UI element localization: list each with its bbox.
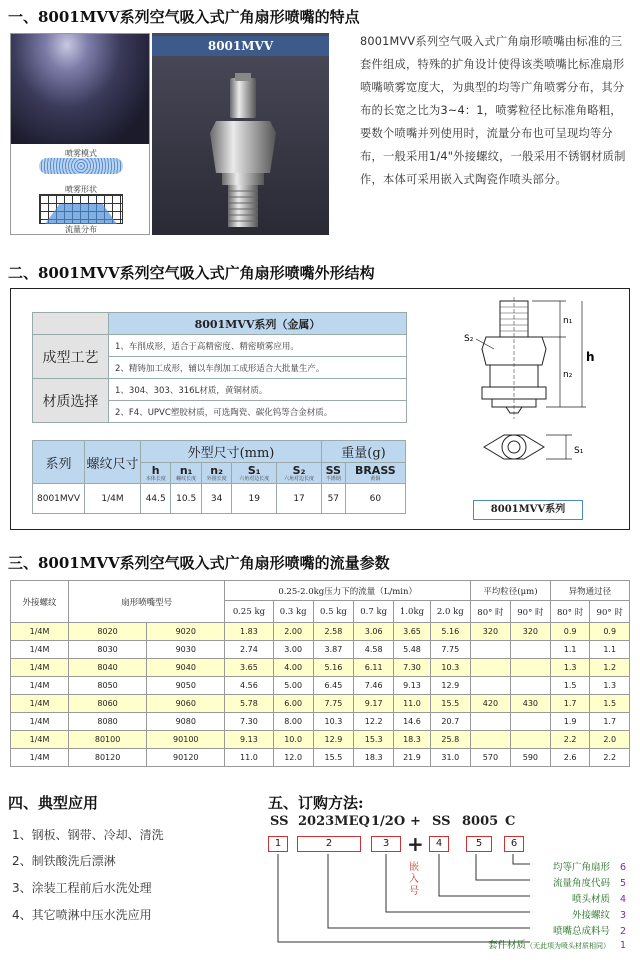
material-line-2: 2、F4、UPVC塑胶材质，可选陶瓷、碳化钨等合金材质。 bbox=[109, 401, 407, 423]
sub-ss: SS 不锈钢 bbox=[321, 463, 345, 484]
code-part-1: SS bbox=[270, 814, 289, 829]
section5-title: 五、订购方法: bbox=[268, 794, 364, 812]
sub-s1: S₁ 六角对边长度 bbox=[232, 463, 277, 484]
flow-cell: 2.6 bbox=[550, 749, 590, 767]
flow-cell: 10.3 bbox=[313, 713, 353, 731]
sub-h: h 本体长度 bbox=[141, 463, 171, 484]
flow-cell bbox=[510, 713, 550, 731]
flow-cell: 12.2 bbox=[354, 713, 394, 731]
flow-cell: 31.0 bbox=[430, 749, 470, 767]
col-pressure: 1.0kg bbox=[394, 601, 430, 623]
flow-cell: 18.3 bbox=[394, 731, 430, 749]
flow-cell: 1.5 bbox=[550, 677, 590, 695]
col-angle: 90° 时 bbox=[590, 601, 630, 623]
dims-cell: 19 bbox=[232, 484, 277, 514]
material-table-header: 8001MVV系列（金属） bbox=[109, 313, 407, 335]
flow-cell: 25.8 bbox=[430, 731, 470, 749]
spray-pattern-photo bbox=[10, 33, 150, 235]
legend-item-5: 流量角度代码 5 bbox=[552, 878, 626, 889]
flow-cell bbox=[510, 677, 550, 695]
flow-cell: 7.75 bbox=[313, 695, 353, 713]
legend-item-6: 均等广角扇形 6 bbox=[552, 862, 626, 873]
flow-cell bbox=[510, 731, 550, 749]
flow-cell: 5.16 bbox=[313, 659, 353, 677]
col-thread: 螺纹尺寸 bbox=[85, 441, 141, 484]
flow-cell: 6.11 bbox=[354, 659, 394, 677]
flow-cell: 1/4M bbox=[11, 695, 69, 713]
flow-cell: 6.45 bbox=[313, 677, 353, 695]
flow-cell: 1.1 bbox=[550, 641, 590, 659]
flow-cell: 9.13 bbox=[394, 677, 430, 695]
col-angle: 80° 时 bbox=[470, 601, 510, 623]
drawing-caption: 8001MVV系列 bbox=[473, 500, 583, 520]
flow-cell: 1/4M bbox=[11, 749, 69, 767]
col-pressure: 0.3 kg bbox=[273, 601, 313, 623]
flow-cell bbox=[470, 731, 510, 749]
flow-cell: 8.00 bbox=[273, 713, 313, 731]
order-box-3: 3 bbox=[371, 836, 401, 852]
flow-cell: 8040 bbox=[69, 659, 147, 677]
sub-n1: n₁ 螺纹长度 bbox=[171, 463, 201, 484]
label-n2: n₂ bbox=[563, 370, 573, 380]
sub-brass: BRASS 黄铜 bbox=[345, 463, 405, 484]
dims-cell: 60 bbox=[345, 484, 405, 514]
flow-cell: 0.9 bbox=[550, 623, 590, 641]
caption-flow-distribution: 流量分布 bbox=[65, 225, 97, 234]
flow-cell: 1/4M bbox=[11, 713, 69, 731]
dims-cell: 34 bbox=[201, 484, 231, 514]
insert-label: 嵌入号 bbox=[409, 862, 419, 897]
application-item: 1、钢板、钢带、冷却、清洗 bbox=[12, 828, 164, 842]
flow-cell: 1.2 bbox=[590, 659, 630, 677]
flow-cell: 12.0 bbox=[273, 749, 313, 767]
dims-cell: 1/4M bbox=[85, 484, 141, 514]
caption-spray-pattern: 喷雾模式 bbox=[65, 149, 97, 158]
material-line-1: 1、304、303、316L材质，黄铜材质。 bbox=[109, 379, 407, 401]
nozzle-photo bbox=[152, 33, 329, 235]
flow-cell: 80120 bbox=[69, 749, 147, 767]
order-box-4: 4 bbox=[429, 836, 449, 852]
caption-spray-shape: 喷雾形状 bbox=[65, 185, 97, 194]
col-pressure: 0.25 kg bbox=[225, 601, 273, 623]
flow-cell: 9030 bbox=[147, 641, 225, 659]
application-item: 4、其它喷淋中压水洗应用 bbox=[12, 908, 152, 922]
flow-table-row bbox=[11, 695, 630, 713]
process-line-1: 1、车削成形，适合于高精密度、精密喷雾应用。 bbox=[109, 335, 407, 357]
flow-cell: 4.00 bbox=[273, 659, 313, 677]
order-box-1: 1 bbox=[268, 836, 288, 852]
dimensions-table bbox=[32, 440, 406, 514]
col-pressure: 2.0 kg bbox=[430, 601, 470, 623]
code-part-6: C bbox=[505, 814, 516, 829]
flow-table-row bbox=[11, 677, 630, 695]
code-plus: + bbox=[410, 814, 421, 829]
flow-cell: 1/4M bbox=[11, 623, 69, 641]
col-model: 扇形喷嘴型号 bbox=[69, 581, 225, 623]
process-line-2: 2、精铸加工成形，辅以车削加工成形适合大批量生产。 bbox=[109, 357, 407, 379]
application-item: 3、涂装工程前后水洗处理 bbox=[12, 881, 152, 895]
order-box-5: 5 bbox=[466, 836, 492, 852]
section3-title: 三、8001MVV系列空气吸入式广角扇形喷嘴的流量参数 bbox=[8, 554, 390, 572]
flow-cell bbox=[470, 677, 510, 695]
flow-table-row bbox=[11, 713, 630, 731]
flow-cell: 2.00 bbox=[273, 623, 313, 641]
product-photo-panel bbox=[152, 33, 329, 235]
flow-cell: 4.58 bbox=[354, 641, 394, 659]
section4-title: 四、典型应用 bbox=[8, 794, 99, 812]
flow-cell: 320 bbox=[470, 623, 510, 641]
flow-table-body bbox=[11, 623, 630, 767]
flow-cell: 15.3 bbox=[354, 731, 394, 749]
label-n1: n₁ bbox=[563, 316, 573, 326]
flow-cell: 9050 bbox=[147, 677, 225, 695]
flow-cell: 7.30 bbox=[394, 659, 430, 677]
flow-cell: 1/4M bbox=[11, 677, 69, 695]
flow-cell: 8030 bbox=[69, 641, 147, 659]
flow-cell bbox=[510, 659, 550, 677]
section1-title: 一、8001MVV系列空气吸入式广角扇形喷嘴的特点 bbox=[8, 8, 360, 26]
application-item: 2、制铁酸洗后漂淋 bbox=[12, 854, 116, 868]
flow-cell: 90120 bbox=[147, 749, 225, 767]
flow-cell: 80100 bbox=[69, 731, 147, 749]
dims-cell: 17 bbox=[277, 484, 322, 514]
flow-cell: 14.6 bbox=[394, 713, 430, 731]
flow-cell: 9.17 bbox=[354, 695, 394, 713]
sub-s2: S₂ 六角对边长度 bbox=[277, 463, 322, 484]
flow-cell: 9020 bbox=[147, 623, 225, 641]
flow-cell: 15.5 bbox=[430, 695, 470, 713]
flow-cell: 570 bbox=[470, 749, 510, 767]
flow-cell: 0.9 bbox=[590, 623, 630, 641]
col-series: 系列 bbox=[33, 441, 85, 484]
flow-cell: 3.87 bbox=[313, 641, 353, 659]
flow-cell: 3.65 bbox=[225, 659, 273, 677]
col-passage-group: 异物通过径 bbox=[550, 581, 629, 601]
material-label: 材质选择 bbox=[33, 379, 109, 423]
legend-item-3: 外接螺纹 3 bbox=[571, 910, 626, 921]
flow-cell: 320 bbox=[510, 623, 550, 641]
col-pressure: 0.5 kg bbox=[313, 601, 353, 623]
flow-cell: 8060 bbox=[69, 695, 147, 713]
flow-table-row bbox=[11, 623, 630, 641]
dims-cell: 57 bbox=[321, 484, 345, 514]
flow-cell: 1/4M bbox=[11, 731, 69, 749]
flow-cell: 2.0 bbox=[590, 731, 630, 749]
flow-cell: 5.48 bbox=[394, 641, 430, 659]
col-pressure: 0.7 kg bbox=[354, 601, 394, 623]
flow-cell: 10.3 bbox=[430, 659, 470, 677]
flow-cell: 5.16 bbox=[430, 623, 470, 641]
flow-cell: 7.75 bbox=[430, 641, 470, 659]
label-s1: S₁ bbox=[574, 446, 584, 456]
plus-icon: + bbox=[407, 832, 424, 856]
flow-cell: 8080 bbox=[69, 713, 147, 731]
flow-cell: 9.13 bbox=[225, 731, 273, 749]
flow-cell: 9080 bbox=[147, 713, 225, 731]
flow-cell bbox=[510, 641, 550, 659]
flow-table-row bbox=[11, 659, 630, 677]
col-diameter-group: 平均粒径(μm) bbox=[470, 581, 550, 601]
flow-cell: 15.5 bbox=[313, 749, 353, 767]
legend-item-4: 喷头材质 4 bbox=[571, 894, 626, 905]
flow-cell: 1.83 bbox=[225, 623, 273, 641]
col-thread: 外接螺纹 bbox=[11, 581, 69, 623]
flow-cell: 7.30 bbox=[225, 713, 273, 731]
flow-cell bbox=[470, 659, 510, 677]
col-flow-group: 0.25-2.0kg压力下的流量（L/min） bbox=[225, 581, 471, 601]
flow-cell: 2.58 bbox=[313, 623, 353, 641]
flow-cell: 1.5 bbox=[590, 695, 630, 713]
col-angle: 80° 时 bbox=[550, 601, 590, 623]
dims-cell: 8001MVV bbox=[33, 484, 85, 514]
flow-cell: 11.0 bbox=[394, 695, 430, 713]
flow-table-row bbox=[11, 731, 630, 749]
spray-image bbox=[11, 34, 150, 144]
flow-cell: 1.1 bbox=[590, 641, 630, 659]
flow-cell: 10.0 bbox=[273, 731, 313, 749]
flow-cell: 1/4M bbox=[11, 659, 69, 677]
order-box-2: 2 bbox=[297, 836, 361, 852]
flow-cell: 1.3 bbox=[550, 659, 590, 677]
flow-cell: 2.2 bbox=[550, 731, 590, 749]
flow-cell: 590 bbox=[510, 749, 550, 767]
flow-cell: 20.7 bbox=[430, 713, 470, 731]
flow-table-row bbox=[11, 641, 630, 659]
spray-shape-image bbox=[39, 158, 123, 174]
label-h: h bbox=[586, 350, 595, 364]
code-part-4: SS bbox=[432, 814, 451, 829]
dims-cell: 10.5 bbox=[171, 484, 201, 514]
flow-cell bbox=[470, 641, 510, 659]
flow-cell: 21.9 bbox=[394, 749, 430, 767]
col-angle: 90° 时 bbox=[510, 601, 550, 623]
flow-table bbox=[10, 580, 630, 767]
flow-cell: 90100 bbox=[147, 731, 225, 749]
flow-cell: 4.56 bbox=[225, 677, 273, 695]
flow-cell: 9060 bbox=[147, 695, 225, 713]
flow-cell: 6.00 bbox=[273, 695, 313, 713]
flow-cell: 1.9 bbox=[550, 713, 590, 731]
flow-cell: 8020 bbox=[69, 623, 147, 641]
flow-cell: 18.3 bbox=[354, 749, 394, 767]
code-part-3: 1/2O bbox=[371, 814, 406, 829]
code-part-5: 8005 bbox=[462, 814, 499, 829]
dims-cell: 44.5 bbox=[141, 484, 171, 514]
flow-cell: 1.7 bbox=[550, 695, 590, 713]
flow-cell: 430 bbox=[510, 695, 550, 713]
flow-cell: 3.65 bbox=[394, 623, 430, 641]
flow-cell: 2.74 bbox=[225, 641, 273, 659]
material-table bbox=[32, 312, 407, 423]
label-s2: S₂ bbox=[464, 334, 474, 344]
code-part-2: 2023MEQ bbox=[298, 814, 370, 829]
flow-cell: 3.06 bbox=[354, 623, 394, 641]
section2-title: 二、8001MVV系列空气吸入式广角扇形喷嘴外形结构 bbox=[8, 264, 375, 282]
legend-item-1: 套件材质（无此项为喷头材质相同） 1 bbox=[487, 940, 626, 951]
flow-cell: 8050 bbox=[69, 677, 147, 695]
flow-cell: 11.0 bbox=[225, 749, 273, 767]
flow-cell: 5.00 bbox=[273, 677, 313, 695]
sub-n2: n₂ 外围长度 bbox=[201, 463, 231, 484]
flow-cell: 12.9 bbox=[313, 731, 353, 749]
process-label: 成型工艺 bbox=[33, 335, 109, 379]
flow-cell: 7.46 bbox=[354, 677, 394, 695]
features-paragraph: 8001MVV系列空气吸入式广角扇形喷嘴由标准的三套件组成，特殊的扩角设计使得该类喷嘴比标准扇形喷嘴喷雾宽度大，为典型的均等广角喷雾分布，其分布的长宽之比为3~4：1，喷雾粒径比标准角略粗，要数个喷嘴并列使用时，流量分布也可呈现均等分布，一般采用1/4"外接螺纹，一般采用不锈钢材质制作，本体可采用嵌入式陶瓷作喷头部分。 bbox=[360, 35, 626, 186]
order-box-6: 6 bbox=[504, 836, 524, 852]
product-panel-title: 8001MVV bbox=[152, 36, 329, 56]
flow-cell: 1.3 bbox=[590, 677, 630, 695]
legend-item-2: 喷嘴总成料号 2 bbox=[552, 926, 626, 937]
flow-cell: 2.2 bbox=[590, 749, 630, 767]
flow-cell: 420 bbox=[470, 695, 510, 713]
flow-table-row bbox=[11, 749, 630, 767]
flow-cell: 1/4M bbox=[11, 641, 69, 659]
flow-cell: 1.7 bbox=[590, 713, 630, 731]
flow-cell bbox=[470, 713, 510, 731]
technical-drawing bbox=[446, 295, 618, 521]
group-weight: 重量(g) bbox=[321, 441, 405, 463]
flow-cell: 9040 bbox=[147, 659, 225, 677]
material-table-corner bbox=[33, 313, 109, 335]
group-shape: 外型尺寸(mm) bbox=[141, 441, 322, 463]
flow-cell: 3.00 bbox=[273, 641, 313, 659]
flow-cell: 5.78 bbox=[225, 695, 273, 713]
flow-cell: 12.9 bbox=[430, 677, 470, 695]
